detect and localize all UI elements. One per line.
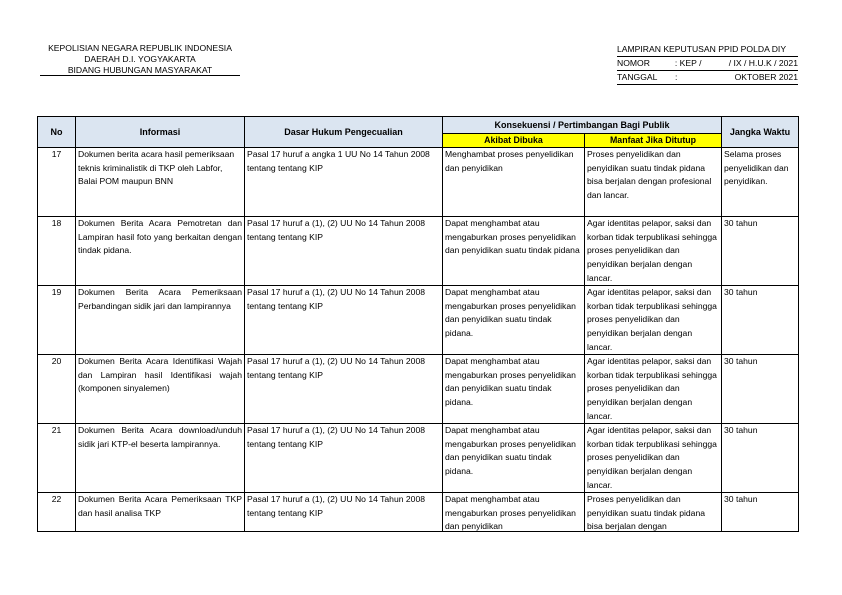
cell-informasi xyxy=(76,148,245,217)
cell-jangka-text: 30 tahun xyxy=(724,287,758,297)
cell-manfaat-text: Proses penyelidikan dan penyidikan suatu tindak pidana bisa berjalan dengan xyxy=(587,494,706,531)
cell-manfaat-text: Agar identitas pelapor, saksi dan korban tidak terpublikasi sehingga proses penyelidikan dan penyidikan berjalan dengan lancar. xyxy=(587,218,717,283)
cell-dasar-hukum xyxy=(245,148,443,217)
cell-jangka-text: 30 tahun xyxy=(724,218,758,228)
tanggal-value: OKTOBER 2021 xyxy=(734,72,798,82)
cell-akibat-text: Dapat menghambat atau mengaburkan proses penyelidikan dan penyidikan suatu tindak pidana. xyxy=(445,287,576,339)
cell-no: 18 xyxy=(38,217,76,286)
cell-informasi xyxy=(76,286,245,355)
table-row xyxy=(38,424,799,493)
header-informasi: Informasi xyxy=(76,117,245,148)
table-row xyxy=(38,217,799,286)
tanggal-colon: : xyxy=(675,72,678,82)
cell-no: 22 xyxy=(38,493,76,532)
cell-jangka xyxy=(722,493,799,532)
tanggal-label: TANGGAL xyxy=(617,72,658,82)
table-row xyxy=(38,493,799,532)
cell-jangka xyxy=(722,355,799,424)
cell-akibat-text: Dapat menghambat atau mengaburkan proses penyelidikan dan penyidikan suatu tindak pidana xyxy=(445,218,580,256)
cell-jangka xyxy=(722,424,799,493)
nomor-value-b: / IX / H.U.K / 2021 xyxy=(728,58,798,68)
cell-manfaat-text: Proses penyelidikan dan penyidikan suatu tindak pidana bisa berjalan dengan profesional dan lancar. xyxy=(587,149,712,201)
institution-line-2: DAERAH D.I. YOGYAKARTA xyxy=(84,53,196,64)
cell-no: 19 xyxy=(38,286,76,355)
attachment-header xyxy=(617,43,798,85)
header-akibat-dibuka: Akibat Dibuka xyxy=(443,134,585,148)
cell-informasi-text: Dokumen Berita Acara download/unduh sidik jari KTP-el beserta lampirannya. xyxy=(78,425,242,449)
cell-dasar-hukum xyxy=(245,493,443,532)
cell-dasar-hukum-text: Pasal 17 huruf a (1), (2) UU No 14 Tahun 2008 tentang tentang KIP xyxy=(247,287,426,311)
cell-manfaat xyxy=(585,355,722,424)
cell-dasar-hukum-text: Pasal 17 huruf a angka 1 UU No 14 Tahun 2008 tentang tentang KIP xyxy=(247,149,430,173)
cell-no: 17 xyxy=(38,148,76,217)
cell-no: 21 xyxy=(38,424,76,493)
cell-manfaat-text: Agar identitas pelapor, saksi dan korban tidak terpublikasi sehingga proses penyelidikan dan penyidikan berjalan dengan lancar. xyxy=(587,425,717,490)
header-manfaat-ditutup: Manfaat Jika Ditutup xyxy=(585,134,722,148)
cell-jangka-text: Selama proses penyelidikan dan penyidikan. xyxy=(724,149,789,187)
table-row xyxy=(38,286,799,355)
nomor-line xyxy=(617,57,798,71)
cell-informasi-text: Dokumen Berita Acara Pemotretan dan Lampiran hasil foto yang berkaitan dengan tindak pidana. xyxy=(78,218,242,256)
attachment-title: LAMPIRAN KEPUTUSAN PPID POLDA DIY xyxy=(617,43,798,57)
cell-informasi-text: Dokumen berita acara hasil pemeriksaan teknis kriminalistik di TKP oleh Labfor, Balai POM maupun BNN xyxy=(78,149,235,187)
cell-manfaat xyxy=(585,424,722,493)
institution-line-3: BIDANG HUBUNGAN MASYARAKAT xyxy=(40,65,240,77)
cell-jangka xyxy=(722,217,799,286)
cell-dasar-hukum xyxy=(245,355,443,424)
cell-dasar-hukum-text: Pasal 17 huruf a (1), (2) UU No 14 Tahun 2008 tentang tentang KIP xyxy=(247,425,426,449)
nomor-value-a: : KEP / xyxy=(674,58,702,68)
cell-akibat xyxy=(443,148,585,217)
cell-akibat xyxy=(443,424,585,493)
cell-informasi xyxy=(76,493,245,532)
table-row xyxy=(38,148,799,217)
cell-jangka xyxy=(722,148,799,217)
header-konsekuensi: Konsekuensi / Pertimbangan Bagi Publik xyxy=(443,117,722,134)
cell-akibat xyxy=(443,217,585,286)
cell-informasi-text: Dokumen Berita Acara Pemeriksaan TKP dan hasil analisa TKP xyxy=(78,494,242,518)
cell-dasar-hukum xyxy=(245,217,443,286)
cell-manfaat-text: Agar identitas pelapor, saksi dan korban tidak terpublikasi sehingga proses penyelidikan dan penyidikan berjalan dengan lancar. xyxy=(587,287,717,352)
cell-informasi xyxy=(76,217,245,286)
cell-akibat xyxy=(443,286,585,355)
cell-manfaat xyxy=(585,217,722,286)
institution-line-1: KEPOLISIAN NEGARA REPUBLIK INDONESIA xyxy=(48,43,232,53)
cell-dasar-hukum-text: Pasal 17 huruf a (1), (2) UU No 14 Tahun 2008 tentang tentang KIP xyxy=(247,356,426,380)
cell-jangka xyxy=(722,286,799,355)
cell-manfaat-text: Agar identitas pelapor, saksi dan korban tidak terpublikasi sehingga proses penyelidikan dan penyidikan berjalan dengan lancar. xyxy=(587,356,717,421)
header-no: No xyxy=(38,117,76,148)
cell-akibat-text: Dapat menghambat atau mengaburkan proses penyelidikan dan penyidikan suatu tindak pidana. xyxy=(445,425,576,477)
cell-manfaat xyxy=(585,148,722,217)
cell-jangka-text: 30 tahun xyxy=(724,356,758,366)
cell-informasi-text: Dokumen Berita Acara Pemeriksaan Perbandingan sidik jari dan lampirannya xyxy=(78,287,242,311)
cell-manfaat xyxy=(585,286,722,355)
institution-header xyxy=(40,43,240,76)
cell-jangka-text: 30 tahun xyxy=(724,425,758,435)
cell-dasar-hukum xyxy=(245,424,443,493)
cell-akibat-text: Dapat menghambat atau mengaburkan proses penyelidikan dan penyidikan xyxy=(445,494,576,531)
table-row xyxy=(38,355,799,424)
cell-informasi-text: Dokumen Berita Acara Identifikasi Wajah dan Lampiran hasil Identifikasi wajah (komponen sinyalemen) xyxy=(78,356,242,394)
cell-no: 20 xyxy=(38,355,76,424)
cell-akibat-text: Dapat menghambat atau mengaburkan proses penyelidikan dan penyidikan suatu tindak pidana. xyxy=(445,356,576,408)
cell-informasi xyxy=(76,355,245,424)
cell-akibat xyxy=(443,355,585,424)
tanggal-line xyxy=(617,71,798,85)
cell-akibat xyxy=(443,493,585,532)
nomor-label: NOMOR xyxy=(617,58,650,68)
cell-jangka-text: 30 tahun xyxy=(724,494,758,504)
header-dasar-hukum: Dasar Hukum Pengecualian xyxy=(245,117,443,148)
cell-informasi xyxy=(76,424,245,493)
header-jangka-waktu: Jangka Waktu xyxy=(722,117,799,148)
cell-dasar-hukum-text: Pasal 17 huruf a (1), (2) UU No 14 Tahun 2008 tentang tentang KIP xyxy=(247,494,426,518)
cell-dasar-hukum xyxy=(245,286,443,355)
cell-dasar-hukum-text: Pasal 17 huruf a (1), (2) UU No 14 Tahun 2008 tentang tentang KIP xyxy=(247,218,426,242)
exception-table xyxy=(37,116,799,532)
cell-manfaat xyxy=(585,493,722,532)
cell-akibat-text: Menghambat proses penyelidikan dan penyidikan xyxy=(445,149,574,173)
